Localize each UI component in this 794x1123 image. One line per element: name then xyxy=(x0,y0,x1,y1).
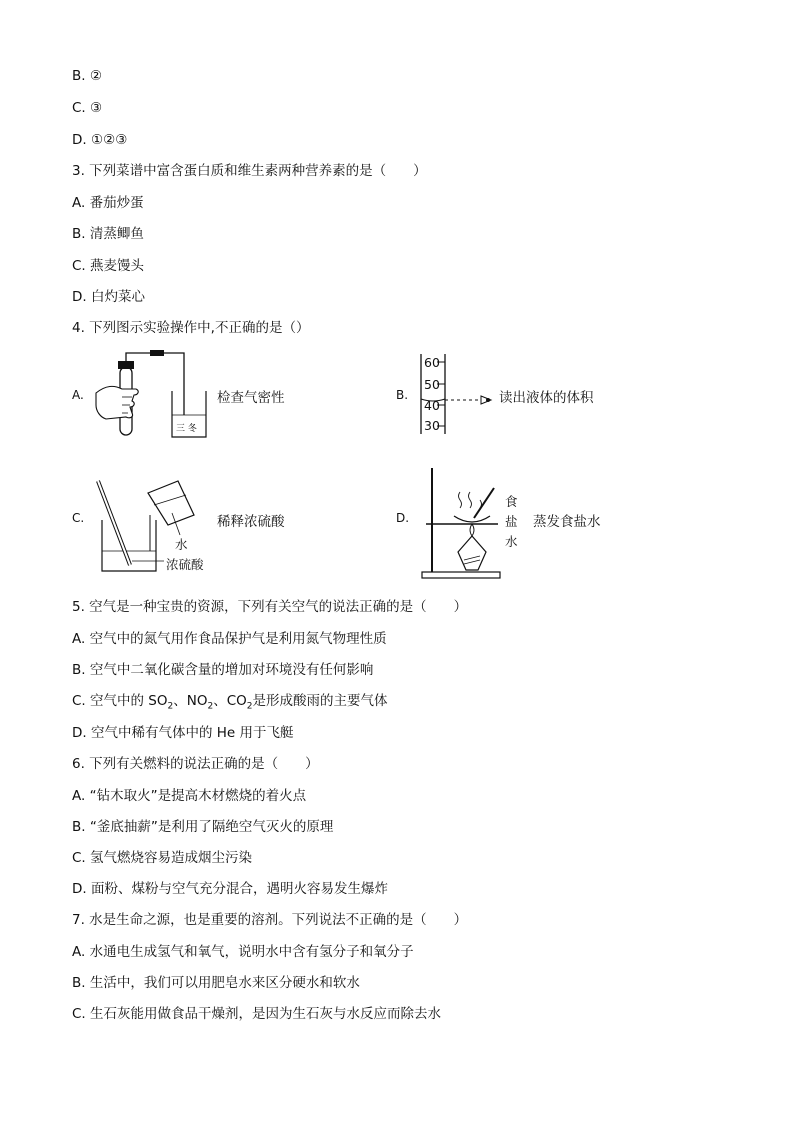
tick-60: 60 xyxy=(424,355,440,370)
q4-figc-caption: 稀释浓硫酸 xyxy=(217,514,285,530)
q6-stem: 6. 下列有关燃料的说法正确的是（ ） xyxy=(72,756,319,772)
q5-option-b: B. 空气中二氧化碳含量的增加对环境没有任何影响 xyxy=(72,662,374,678)
q3-option-b: B. 清蒸鲫鱼 xyxy=(72,226,144,242)
q4-stem: 4. 下列图示实验操作中,不正确的是（） xyxy=(72,320,310,336)
evaporation-figure xyxy=(418,462,504,580)
brine-char-1: 食 xyxy=(505,494,518,509)
q4-figa-caption: 检查气密性 xyxy=(217,390,285,406)
q6-option-d: D. 面粉、煤粉与空气充分混合，遇明火容易发生爆炸 xyxy=(72,881,388,897)
q7-option-b: B. 生活中，我们可以用肥皂水来区分硬水和软水 xyxy=(72,975,360,991)
tick-50: 50 xyxy=(424,377,440,392)
q4-figb-label: B. xyxy=(396,388,409,402)
q6-option-b: B. “釜底抽薪”是利用了隔绝空气灭火的原理 xyxy=(72,819,334,835)
prev-option-c: C. ③ xyxy=(72,100,103,116)
q7-option-c: C. 生石灰能用做食品干燥剂，是因为生石灰与水反应而除去水 xyxy=(72,1006,442,1022)
q5-stem: 5. 空气是一种宝贵的资源，下列有关空气的说法正确的是（ ） xyxy=(72,599,468,615)
q4-figc-label: C. xyxy=(72,511,85,525)
q3-option-c: C. 燕麦馒头 xyxy=(72,258,145,274)
q5-option-d: D. 空气中稀有气体中的 He 用于飞艇 xyxy=(72,725,294,741)
svg-text:三 冬: 三 冬 xyxy=(176,424,197,434)
q3-option-d: D. 白灼菜心 xyxy=(72,289,145,305)
q5-option-c: C. 空气中的 $SO_2$、$NO_2$、$CO_2$是形成酸雨的主要气体 xyxy=(72,693,388,712)
q6-option-a: A. “钻木取火”是提高木材燃烧的着火点 xyxy=(72,788,307,804)
q7-option-a: A. 水通电生成氢气和氧气，说明水中含有氢分子和氧分子 xyxy=(72,944,414,960)
prev-option-b: B. ② xyxy=(72,68,102,84)
brine-char-3: 水 xyxy=(505,534,518,549)
tick-30: 30 xyxy=(424,418,440,433)
q4-figa-label: A. xyxy=(72,388,84,402)
q5-option-a: A. 空气中的氮气用作食品保护气是利用氮气物理性质 xyxy=(72,631,387,647)
airtightness-figure xyxy=(92,345,222,445)
q3-option-a: A. 番茄炒蛋 xyxy=(72,195,144,211)
acid-label: 浓硫酸 xyxy=(166,557,204,572)
q3-stem: 3. 下列菜谱中富含蛋白质和维生素两种营养素的是（ ） xyxy=(72,163,427,179)
q7-stem: 7. 水是生命之源，也是重要的溶剂。下列说法不正确的是（ ） xyxy=(72,912,468,928)
prev-option-d: D. ①②③ xyxy=(72,132,128,148)
q6-option-c: C. 氢气燃烧容易造成烟尘污染 xyxy=(72,850,253,866)
q4-figd-label: D. xyxy=(396,511,410,525)
tick-40: 40 xyxy=(424,398,440,413)
water-label: 水 xyxy=(175,537,188,552)
brine-char-2: 盐 xyxy=(505,514,518,529)
q4-figb-caption: 读出液体的体积 xyxy=(499,390,594,406)
q4-figd-caption: 蒸发食盐水 xyxy=(533,514,601,530)
